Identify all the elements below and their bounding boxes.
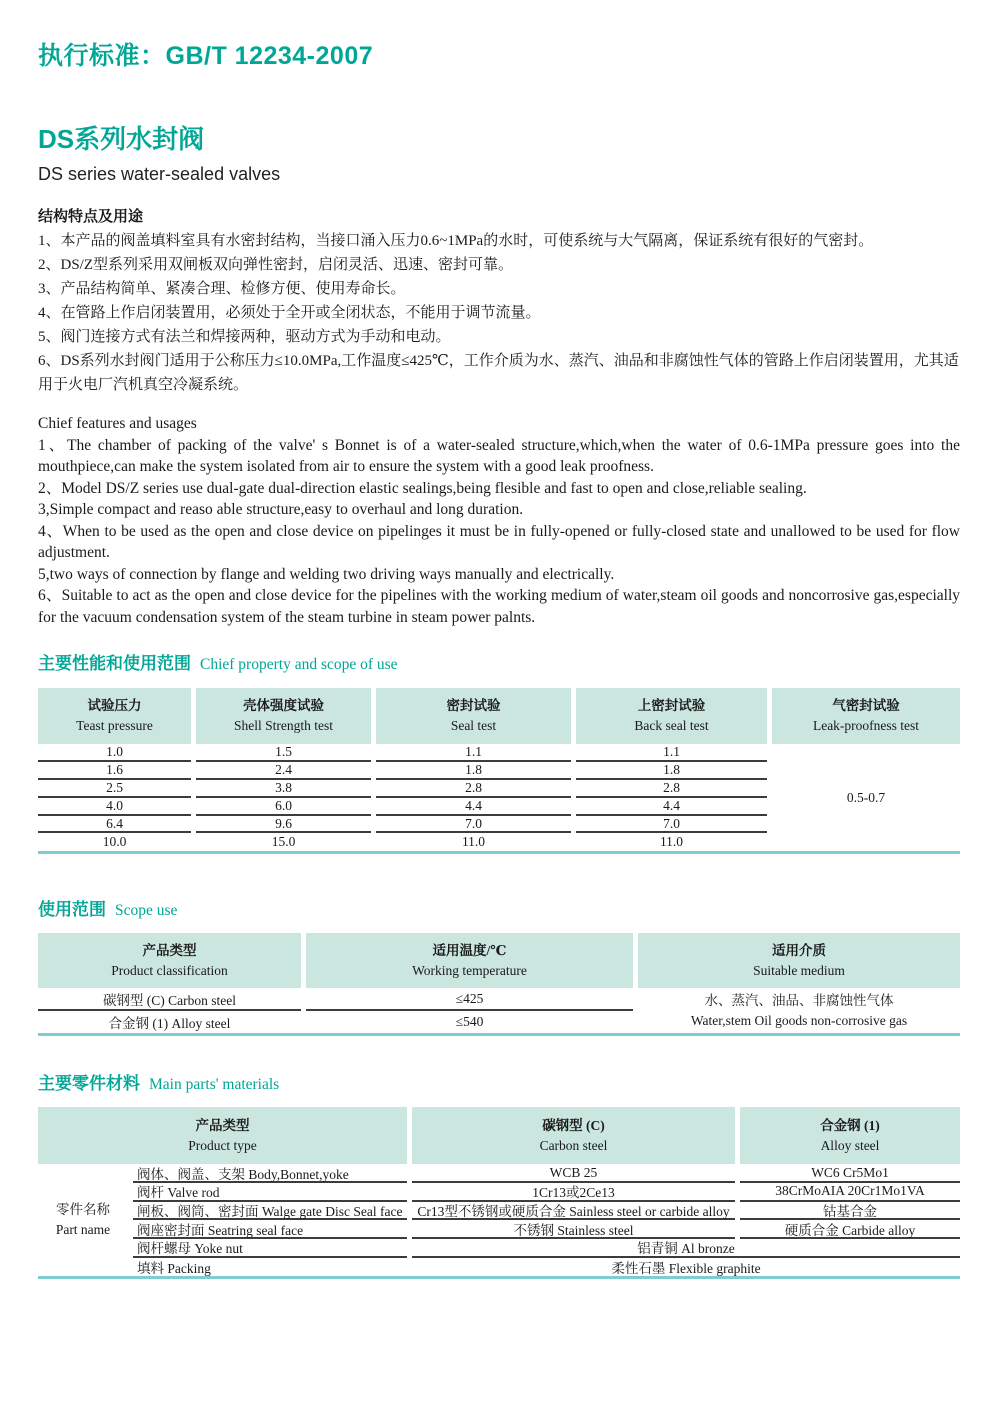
section-scope-heading: [38, 895, 960, 920]
feature-en-item: 5,two ways of connection by flange and welding two driving ways manually and electrically.: [38, 565, 615, 583]
pressure-cell: 11.0: [659, 834, 684, 850]
materials-table-header: [412, 1107, 735, 1164]
medium-cell: [638, 988, 960, 1033]
leak-proofness-cell: 0.5-0.7: [846, 789, 886, 805]
header-en: Back seal test: [634, 718, 709, 733]
pressure-cell: 6.0: [196, 798, 371, 816]
row-label-en: Part name: [55, 1222, 111, 1238]
temperature-cell: ≤425: [306, 988, 633, 1011]
pressure-table: [38, 688, 960, 854]
pressure-table-header: [38, 688, 191, 744]
pressure-table-header: [576, 688, 767, 744]
header-zh: 密封试验: [446, 698, 501, 713]
header-zh: 壳体强度试验: [243, 698, 324, 713]
series-title-en: DS series water-sealed valves: [38, 164, 281, 184]
pressure-cell: 1.1: [576, 744, 767, 762]
pressure-cell: 1.1: [376, 744, 571, 762]
header-en: Product classification: [111, 962, 228, 978]
merged-material-cell: 铝青铜 Al bronze: [412, 1239, 960, 1258]
pressure-cell: 4.4: [376, 798, 571, 816]
scope-table: [38, 933, 960, 1036]
medium-zh: 水、蒸汽、油品、非腐蚀性气体: [704, 992, 894, 1008]
alloy-steel-cell: 38CrMoAIA 20Cr1Mo1VA: [740, 1183, 960, 1202]
alloy-steel-cell: WC6 Cr5Mo1: [740, 1164, 960, 1183]
materials-table: [38, 1107, 960, 1279]
header-en: Suitable medium: [753, 962, 845, 978]
pressure-cell: 1.5: [196, 744, 371, 762]
part-cell: 填料 Packing: [137, 1261, 211, 1277]
header-zh: 适用介质: [772, 942, 826, 958]
header-en: Seal test: [450, 718, 497, 733]
alloy-steel-cell: 硬质合金 Carbide alloy: [740, 1220, 960, 1239]
part-name-row-label: [38, 1164, 128, 1276]
section-materials-title-zh: 主要零件材料: [38, 1074, 140, 1094]
pressure-cell: 2.8: [576, 780, 767, 798]
feature-zh-item: 6、DS系列水封阀门适用于公称压力≤10.0MPa,工作温度≤425℃，工作介质为水、蒸汽、油品和非腐蚀性气体的管路上作启闭装置用，尤其适用于火电厂汽机真空冷凝系统。: [38, 353, 959, 393]
pressure-cell: 4.4: [576, 798, 767, 816]
header-en: Alloy steel: [820, 1137, 880, 1153]
feature-en-item: 2、Model DS/Z series use dual-gate dual-direction elastic sealings,being flesible and fast to open and close,reliable sealing.: [38, 479, 807, 497]
section-performance-heading: [38, 649, 960, 674]
feature-zh-item: 1、本产品的阀盖填料室具有水密封结构，当接口涌入压力0.6~1MPa的水时，可使系统与大气隔离，保证系统有很好的气密封。: [38, 233, 874, 249]
section-materials-heading: [38, 1069, 960, 1094]
pressure-cell: 1.8: [376, 762, 571, 780]
pressure-cell: 2.8: [376, 780, 571, 798]
pressure-table-header: [376, 688, 571, 744]
feature-en-item: 4、When to be used as the open and close device on pipelinges it must be in fully-opened or fully-closed state and unallowed to be used for flow adjustment.: [38, 522, 960, 561]
carbon-steel-cell: 1Cr13或2Ce13: [412, 1183, 735, 1202]
temperature-cell: ≤540: [455, 1014, 484, 1030]
header-zh: 试验压力: [87, 698, 142, 713]
section-materials-title-en: Main parts' materials: [149, 1076, 280, 1094]
header-zh: 气密封试验: [832, 698, 900, 713]
scope-table-header: [306, 933, 633, 988]
header-en: Working temperature: [412, 962, 527, 978]
pressure-cell: 11.0: [461, 834, 486, 850]
header-zh: 合金钢 (1): [820, 1117, 880, 1133]
pressure-cell: 9.6: [196, 816, 371, 834]
pressure-cell: 15.0: [271, 834, 296, 850]
pressure-cell: 1.8: [576, 762, 767, 780]
pressure-table-header: [772, 688, 960, 744]
section-performance-title-zh: 主要性能和使用范围: [38, 654, 191, 673]
carbon-steel-cell: WCB 25: [412, 1164, 735, 1183]
features-zh-block: [38, 205, 960, 397]
carbon-steel-cell: 不锈钢 Stainless steel: [412, 1220, 735, 1239]
classification-cell: 碳钢型 (C) Carbon steel: [38, 988, 301, 1011]
feature-en-item: 6、Suitable to act as the open and close device for the pipelines with the working medium of water,steam oil goods and noncorrosive gas,especially for the vacuum condensation system of the steam turbine in steam power palnts.: [38, 587, 960, 626]
page-content: [38, 36, 960, 1279]
feature-zh-item: 5、阀门连接方式有法兰和焊接两种，驱动方式为手动和电动。: [38, 329, 451, 345]
pressure-cell: 6.4: [38, 816, 191, 834]
standard-title: 执行标准：GB/T 12234-2007: [38, 42, 374, 70]
features-en-heading: Chief features and usages: [38, 415, 197, 432]
scope-table-header: [638, 933, 960, 988]
header-en: Teast pressure: [76, 718, 153, 733]
pressure-cell: 7.0: [376, 816, 571, 834]
pressure-cell: 1.6: [38, 762, 191, 780]
pressure-cell: 2.4: [196, 762, 371, 780]
pressure-cell: 2.5: [38, 780, 191, 798]
part-cell: 阀杆螺母 Yoke nut: [133, 1239, 407, 1258]
header-zh: 碳钢型 (C): [542, 1117, 605, 1133]
part-cell: 阀座密封面 Seatring seal face: [133, 1220, 407, 1239]
row-label-zh: 零件名称: [56, 1202, 110, 1218]
materials-table-header: [38, 1107, 407, 1164]
alloy-steel-cell: 钴基合金: [740, 1202, 960, 1221]
header-en: Carbon steel: [539, 1137, 608, 1153]
header-en: Shell Strength test: [234, 718, 333, 733]
medium-en: Water,stem Oil goods non-corrosive gas: [690, 1012, 908, 1028]
materials-table-header: [740, 1107, 960, 1164]
feature-en-item: 3,Simple compact and reaso able structure,easy to overhaul and long duration.: [38, 501, 524, 518]
pressure-cell: 4.0: [38, 798, 191, 816]
part-cell: 闸板、阀筒、密封面 Walge gate Disc Seal face: [133, 1202, 407, 1221]
pressure-cell: 7.0: [576, 816, 767, 834]
feature-en-item: 1、The chamber of packing of the valve' s Bonnet is of a water-sealed structure,which,when the water of 0.6-1MPa pressure goes into the mouthpiece,can make the system isolated from air to ensure the system with a good leak proofness.: [38, 436, 960, 475]
section-performance-title-en: Chief property and scope of use: [200, 656, 398, 673]
pressure-cell: 1.0: [38, 744, 191, 762]
feature-zh-item: 3、产品结构简单、紧凑合理、检修方便、使用寿命长。: [38, 281, 406, 297]
feature-zh-item: 4、在管路上作启闭装置用，必须处于全开或全闭状态，不能用于调节流量。: [38, 305, 541, 321]
header-en: Product type: [188, 1137, 257, 1153]
carbon-steel-cell: Cr13型不锈钢或硬质合金 Sainless steel or carbide alloy: [412, 1202, 735, 1221]
part-cell: 阀体、阀盖、支架 Body,Bonnet,yoke: [133, 1164, 407, 1183]
pressure-cell: 3.8: [196, 780, 371, 798]
feature-zh-item: 2、DS/Z型系列采用双闸板双向弹性密封，启闭灵活、迅速、密封可靠。: [38, 257, 514, 273]
series-title-zh: DS系列水封阀: [38, 124, 205, 154]
scope-table-header: [38, 933, 301, 988]
part-cell: 阀杆 Valve rod: [133, 1183, 407, 1202]
header-zh: 产品类型: [142, 942, 197, 958]
pressure-table-header: [196, 688, 371, 744]
header-zh: 产品类型: [195, 1117, 250, 1133]
header-en: Leak-proofness test: [812, 718, 920, 733]
merged-material-cell: 柔性石墨 Flexible graphite: [611, 1261, 761, 1277]
features-zh-heading: 结构特点及用途: [38, 209, 144, 225]
section-scope-title-en: Scope use: [115, 902, 178, 920]
header-zh: 适用温度/℃: [432, 942, 507, 958]
classification-cell: 合金钢 (1) Alloy steel: [108, 1016, 231, 1032]
section-scope-title-zh: 使用范围: [38, 900, 106, 920]
header-zh: 上密封试验: [637, 698, 706, 713]
features-en-block: [38, 413, 960, 628]
pressure-cell: 10.0: [102, 834, 127, 850]
